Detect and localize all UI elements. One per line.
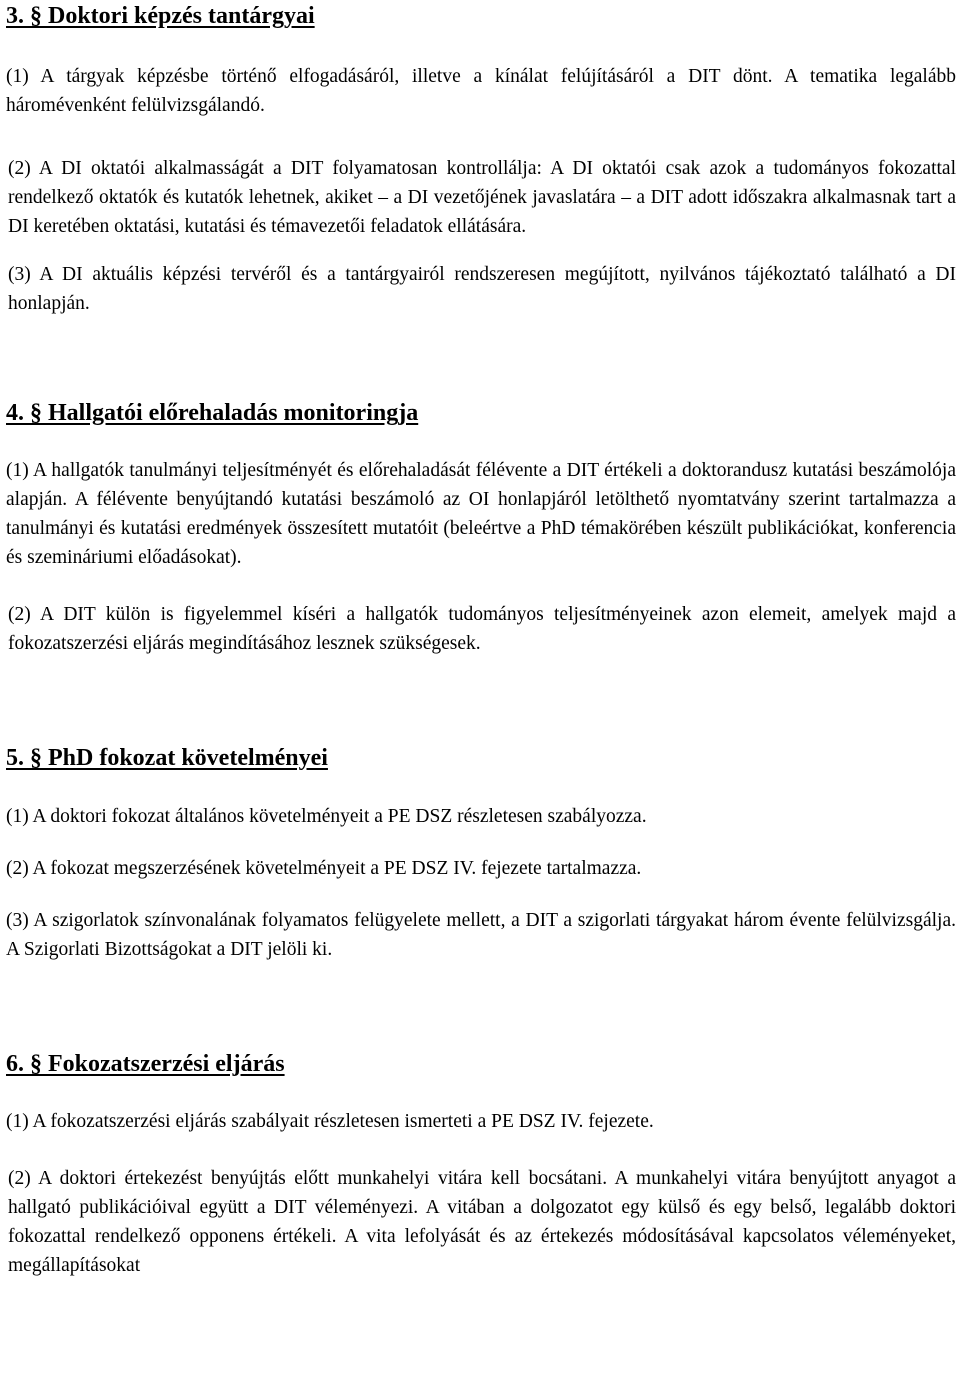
section-3 <box>6 1 956 318</box>
paragraph: (1) A tárgyak képzésbe történő elfogadásáról, illetve a kínálat felújításáról a DIT dönt. A tematika legalább háromévenként felülvizsgálandó. <box>6 66 956 116</box>
paragraph: (1) A hallgatók tanulmányi teljesítményét és előrehaladását félévente a DIT értékeli a doktorandusz kutatási beszámolója alapján. A félévente benyújtandó kutatási beszámoló az OI honlapjáról letölthető nyomtatvány szerint tartalmazza a tanulmányi és kutatási eredmények összesített mutatóit (beleértve a PhD témakörében készült publikációkat, konferencia és szemináriumi előadásokat). <box>6 460 956 568</box>
paragraph: (1) A doktori fokozat általános követelményeit a PE DSZ részletesen szabályozza. <box>6 806 647 827</box>
paragraph: (2) A DI oktatói alkalmasságát a DIT folyamatosan kontrollálja: A DI oktatói csak azok a tudományos fokozattal rendelkező oktatók és kutatók lehetnek, akiket – a DI vezetőjének javaslatára – a DIT adott időszakra alkalmasnak tart a DI keretében oktatási, kutatási és témavezetői feladatok ellátására. <box>8 158 956 237</box>
paragraph: (3) A szigorlatok színvonalának folyamatos felügyelete mellett, a DIT a szigorlati tárgyakat három évente felülvizsgálja. A Szigorlati Bizottságokat a DIT jelöli ki. <box>6 910 956 960</box>
section-heading: 3. § Doktori képzés tantárgyai <box>6 3 315 29</box>
section-heading: 4. § Hallgatói előrehaladás monitoringja <box>6 400 419 426</box>
document-page <box>6 0 956 1280</box>
paragraph: (2) A DIT külön is figyelemmel kíséri a hallgatók tudományos teljesítményeinek azon elemeit, amelyek majd a fokozatszerzési eljárás megindításához lesznek szükségesek. <box>8 604 956 654</box>
section-5 <box>6 743 956 964</box>
paragraph: (3) A DI aktuális képzési tervéről és a tantárgyairól rendszeresen megújított, nyilvános tájékoztató található a DI honlapján. <box>8 264 956 314</box>
section-6 <box>6 1049 956 1280</box>
section-4 <box>6 398 956 658</box>
section-heading: 5. § PhD fokozat követelményei <box>6 745 328 771</box>
paragraph: (2) A doktori értekezést benyújtás előtt munkahelyi vitára kell bocsátani. A munkahelyi vitára benyújtott anyagot a hallgató publikációival együtt a DIT véleményezi. A vitában a dolgozatot egy külső és egy belső, legalább doktori fokozattal rendelkező opponens értékeli. A vita lefolyását és az értekezés módosításával kapcsolatos véleményeket, megállapításokat <box>8 1168 956 1276</box>
paragraph: (1) A fokozatszerzési eljárás szabályait részletesen ismerteti a PE DSZ IV. fejezete. <box>6 1111 654 1132</box>
paragraph: (2) A fokozat megszerzésének követelményeit a PE DSZ IV. fejezete tartalmazza. <box>6 858 642 879</box>
section-heading: 6. § Fokozatszerzési eljárás <box>6 1051 285 1077</box>
